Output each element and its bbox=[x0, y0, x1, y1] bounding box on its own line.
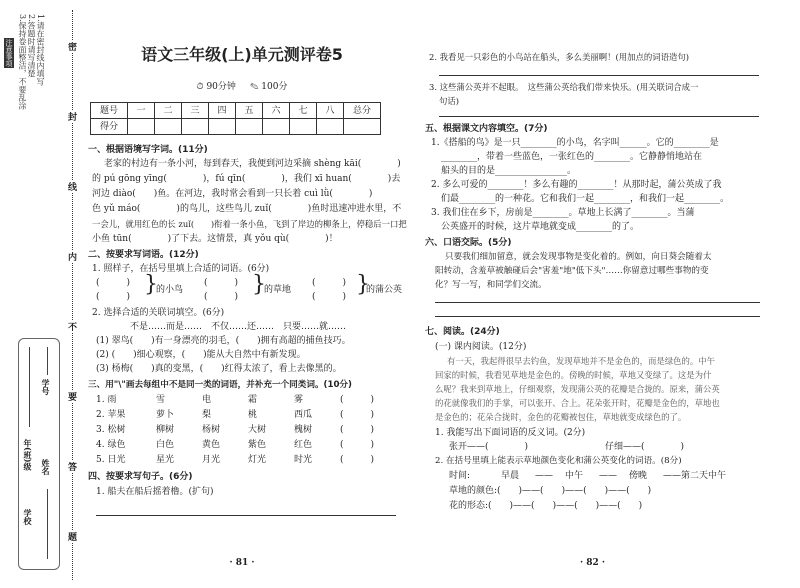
fill-line-text: 公英盛开的时候，这片草地就变成________的了。 bbox=[441, 222, 640, 232]
reading-passage: 么呢？我来到草地上，仔细观察，发现蒲公英的花瓣是合拢的。原来，蒲公英 bbox=[435, 384, 720, 394]
writing-line[interactable] bbox=[435, 302, 760, 303]
seal-char: 线 bbox=[66, 180, 79, 193]
question-text: 句话) bbox=[439, 96, 460, 106]
passage-line: 的 pú gōng yīng( )，fú qīn( )，我们 xī huan( )去 bbox=[92, 174, 401, 184]
connector-options: 不是……而是…… 不仅……还…… 只要……就…… bbox=[130, 322, 347, 332]
writing-line[interactable] bbox=[435, 316, 760, 317]
section-7-heading: 七、阅读。(24分) bbox=[425, 327, 500, 337]
grass-color-row: 草地的颜色:( )——( )——( )——( ) bbox=[449, 486, 652, 496]
subsection-heading: (一) 课内阅读。(12分) bbox=[435, 342, 527, 352]
question-text: 2. 在括号里填上能表示草地颜色变化和蒲公英变化的词语。(8分) bbox=[435, 456, 682, 466]
prompt-line: 化？写一写，和同学们交流。 bbox=[435, 280, 547, 290]
seal-char: 要 bbox=[66, 390, 79, 403]
score-header: 总分 bbox=[344, 103, 381, 119]
page-number: · 81 · bbox=[229, 558, 255, 568]
full-score: 100分 bbox=[261, 82, 288, 92]
fill-line-text: 船头的目的是________________。 bbox=[441, 166, 577, 176]
brace: } bbox=[252, 272, 266, 297]
flower-shape-row: 花的形态:( )——( )——( )——( ) bbox=[449, 501, 643, 511]
fill-line-text: 们最________的一种花。它和我们一起________，和我们一起________。 bbox=[441, 194, 730, 204]
seal-char: 内 bbox=[66, 250, 79, 263]
score-cell[interactable] bbox=[128, 119, 155, 135]
score-header: 二 bbox=[155, 103, 182, 119]
section-2-heading: 二、按要求写词语。(12分) bbox=[88, 250, 199, 260]
notice-badge: 注意事项 bbox=[5, 39, 13, 67]
time-header-row: 时间: 早晨 —— 中午 —— 傍晚 ——第二天中午 bbox=[449, 471, 727, 481]
seal-char: 封 bbox=[66, 110, 79, 123]
score-header: 七 bbox=[290, 103, 317, 119]
score-header: 题号 bbox=[91, 103, 128, 119]
section-4-heading: 四、按要求写句子。(6分) bbox=[88, 472, 193, 482]
passage-line: 河边 diào( )鱼。在河边，我时常会看到一只长着 cuì lǜ( ) bbox=[92, 189, 373, 199]
fill-line-text: 3. 我们住在乡下，房前是________。草地上长满了________。当蒲 bbox=[431, 208, 695, 218]
section-1-heading: 一、根据语境写字词。(11分) bbox=[88, 145, 208, 155]
brace: } bbox=[356, 272, 370, 297]
answer-line: (3) 杨梅( )真的变黑，( )红得太浓了，看上去像黑的。 bbox=[96, 364, 342, 374]
passage-line: 老家的村边有一条小河，每到春天，我便到河边采摘 shèng kāi( ) bbox=[104, 159, 401, 169]
score-cell[interactable] bbox=[182, 119, 209, 135]
score-cell[interactable] bbox=[155, 119, 182, 135]
name-label: 姓名 bbox=[41, 459, 51, 475]
brace-group-3: ( ) ( ) bbox=[312, 278, 347, 302]
page-number: · 82 · bbox=[579, 558, 606, 568]
fill-line[interactable] bbox=[29, 347, 30, 427]
question-text: 1. 船夫在船后摇着橹。(扩句) bbox=[96, 487, 214, 497]
page-82 bbox=[425, 0, 760, 588]
question-text: 1. 我能写出下面词语的反义词。(2分) bbox=[435, 428, 586, 438]
answer-line[interactable] bbox=[96, 515, 396, 516]
reading-passage: 有一天，我起得很早去钓鱼，发现草地并不是金色的，而是绿色的。中午 bbox=[447, 356, 715, 366]
word-row: 5. 日光 星光 月光 灯光 时光 ( ) bbox=[96, 455, 375, 465]
score-row-label: 得分 bbox=[91, 119, 128, 135]
score-table bbox=[90, 102, 381, 135]
score-cell[interactable] bbox=[290, 119, 317, 135]
score-cell[interactable] bbox=[263, 119, 290, 135]
answer-line: (2) ( )细心观察，( )能从大自然中有新发现。 bbox=[96, 350, 306, 360]
word-row: 3. 松树 柳树 杨树 大树 槐树 ( ) bbox=[96, 425, 375, 435]
answer-line[interactable] bbox=[439, 75, 759, 76]
seal-char: 不 bbox=[66, 320, 79, 333]
exam-title: 语文三年级(上)单元测评卷5 bbox=[141, 45, 343, 64]
word-row: 4. 绿色 白色 黄色 紫色 红色 ( ) bbox=[96, 440, 375, 450]
fill-line-text: ________，带着一些蓝色，一张红色的________。它静静悄地站在 bbox=[441, 152, 703, 162]
word-row: 1. 雨 雪 电 霜 雾 ( ) bbox=[96, 395, 375, 405]
answer-line: (1) 翠鸟( )有一身漂亮的羽毛，( )拥有高超的捕鱼技巧。 bbox=[96, 336, 351, 346]
binding-strip bbox=[0, 0, 82, 588]
time-limit: 90分钟 bbox=[206, 82, 236, 92]
notice-text: 1.请在密封线内填写 2.答题时请写清楚 3.保持卷面整洁，不要乱涂 bbox=[18, 14, 45, 110]
passage-line: 小鱼 tūn( )了下去。这情景，真 yǒu qù( )！ bbox=[92, 234, 338, 244]
brace-label: 的草地 bbox=[264, 285, 292, 295]
passage-line: 一会儿，就用红色的长 zuǐ( )衔着一条小鱼，飞到了岸边的柳条上，停稳后一口把 bbox=[92, 219, 407, 229]
question-text: 3. 这些蒲公英并不起眼。 这些蒲公英给我们带来快乐。(用关联词合成一 bbox=[429, 82, 699, 92]
prompt-line: 只要我们细加留意，就会发现事物是变化着的。例如，向日葵会随着太 bbox=[445, 252, 712, 262]
passage-line: 色 yǔ máo( )的鸟儿，这些鸟儿 zuǐ( )鱼时迅速冲进水里，不 bbox=[92, 204, 402, 214]
brace-group-1: ( ) ( ) bbox=[96, 278, 131, 302]
score-cell[interactable] bbox=[209, 119, 236, 135]
question-text: 1. 照样子，在括号里填上合适的词语。(6分) bbox=[92, 264, 270, 274]
seal-char: 题 bbox=[66, 530, 79, 543]
reading-passage: 回家的时候，我看见草地是金色的。傍晚的时候，草地又变绿了。这是为什 bbox=[435, 370, 712, 380]
section-5-heading: 五、根据课文内容填空。(7分) bbox=[425, 124, 548, 134]
brace-label: 的蒲公英 bbox=[366, 285, 403, 295]
seal-line bbox=[72, 10, 73, 580]
number-label: 学号 bbox=[41, 379, 51, 395]
fill-line[interactable] bbox=[47, 347, 48, 375]
question-text: 2. 我看见一只彩色的小鸟站在船头，多么美丽啊！(用加点的词语造句) bbox=[429, 52, 690, 62]
brace: } bbox=[144, 272, 158, 297]
score-header: 三 bbox=[182, 103, 209, 119]
fill-line-text: 2. 多么可爱的________！多么有趣的________！从那时起，蒲公英成了我 bbox=[431, 180, 722, 190]
section-3-heading: 三、用"\"画去每组中不是同一类的词语，并补充一个同类词。(10分) bbox=[88, 380, 352, 390]
score-cell[interactable] bbox=[344, 119, 381, 135]
brace-group-2: ( ) ( ) bbox=[204, 278, 239, 302]
antonym-item: 张开——( ) bbox=[449, 442, 529, 452]
page-81 bbox=[82, 0, 407, 588]
fill-line-text: 1.《搭船的鸟》是一只________的小鸟，名字叫______。它的________是 bbox=[431, 138, 719, 148]
student-info-box bbox=[18, 338, 60, 570]
section-6-heading: 六、口语交际。(5分) bbox=[425, 238, 512, 248]
class-label: 年(班)级 bbox=[23, 439, 33, 471]
answer-line[interactable] bbox=[439, 116, 759, 117]
reading-passage: 的花就像我们的手掌，可以张开、合上。花朵张开时，花瓣是金色的，草地也 bbox=[435, 398, 720, 408]
clock-icon: ⏱ bbox=[196, 82, 204, 92]
trophy-icon: ✎ bbox=[250, 82, 259, 92]
seal-char: 答 bbox=[66, 460, 79, 473]
score-header: 五 bbox=[236, 103, 263, 119]
score-header: 四 bbox=[209, 103, 236, 119]
seal-char: 密 bbox=[66, 40, 79, 53]
brace-label: 的小鸟 bbox=[156, 285, 184, 295]
exam-meta bbox=[82, 80, 402, 94]
prompt-line: 阳转动，含羞草被触碰后会"害羞"地"低下头"……你留意过哪些事物的变 bbox=[435, 266, 709, 276]
school-label: 学校 bbox=[23, 509, 33, 525]
score-header: 六 bbox=[263, 103, 290, 119]
score-cell[interactable] bbox=[236, 119, 263, 135]
word-row: 2. 苹果 萝卜 梨 桃 西瓜 ( ) bbox=[96, 410, 375, 420]
fill-line[interactable] bbox=[47, 489, 48, 559]
question-text: 2. 选择合适的关联词填空。(6分) bbox=[92, 308, 225, 318]
score-header: 八 bbox=[317, 103, 344, 119]
score-cell[interactable] bbox=[317, 119, 344, 135]
reading-passage: 是金色的；花朵合拢时，金色的花瓣被包住，草地就变成绿色的了。 bbox=[435, 412, 687, 422]
score-header: 一 bbox=[128, 103, 155, 119]
antonym-item: 仔细——( ) bbox=[605, 442, 685, 452]
